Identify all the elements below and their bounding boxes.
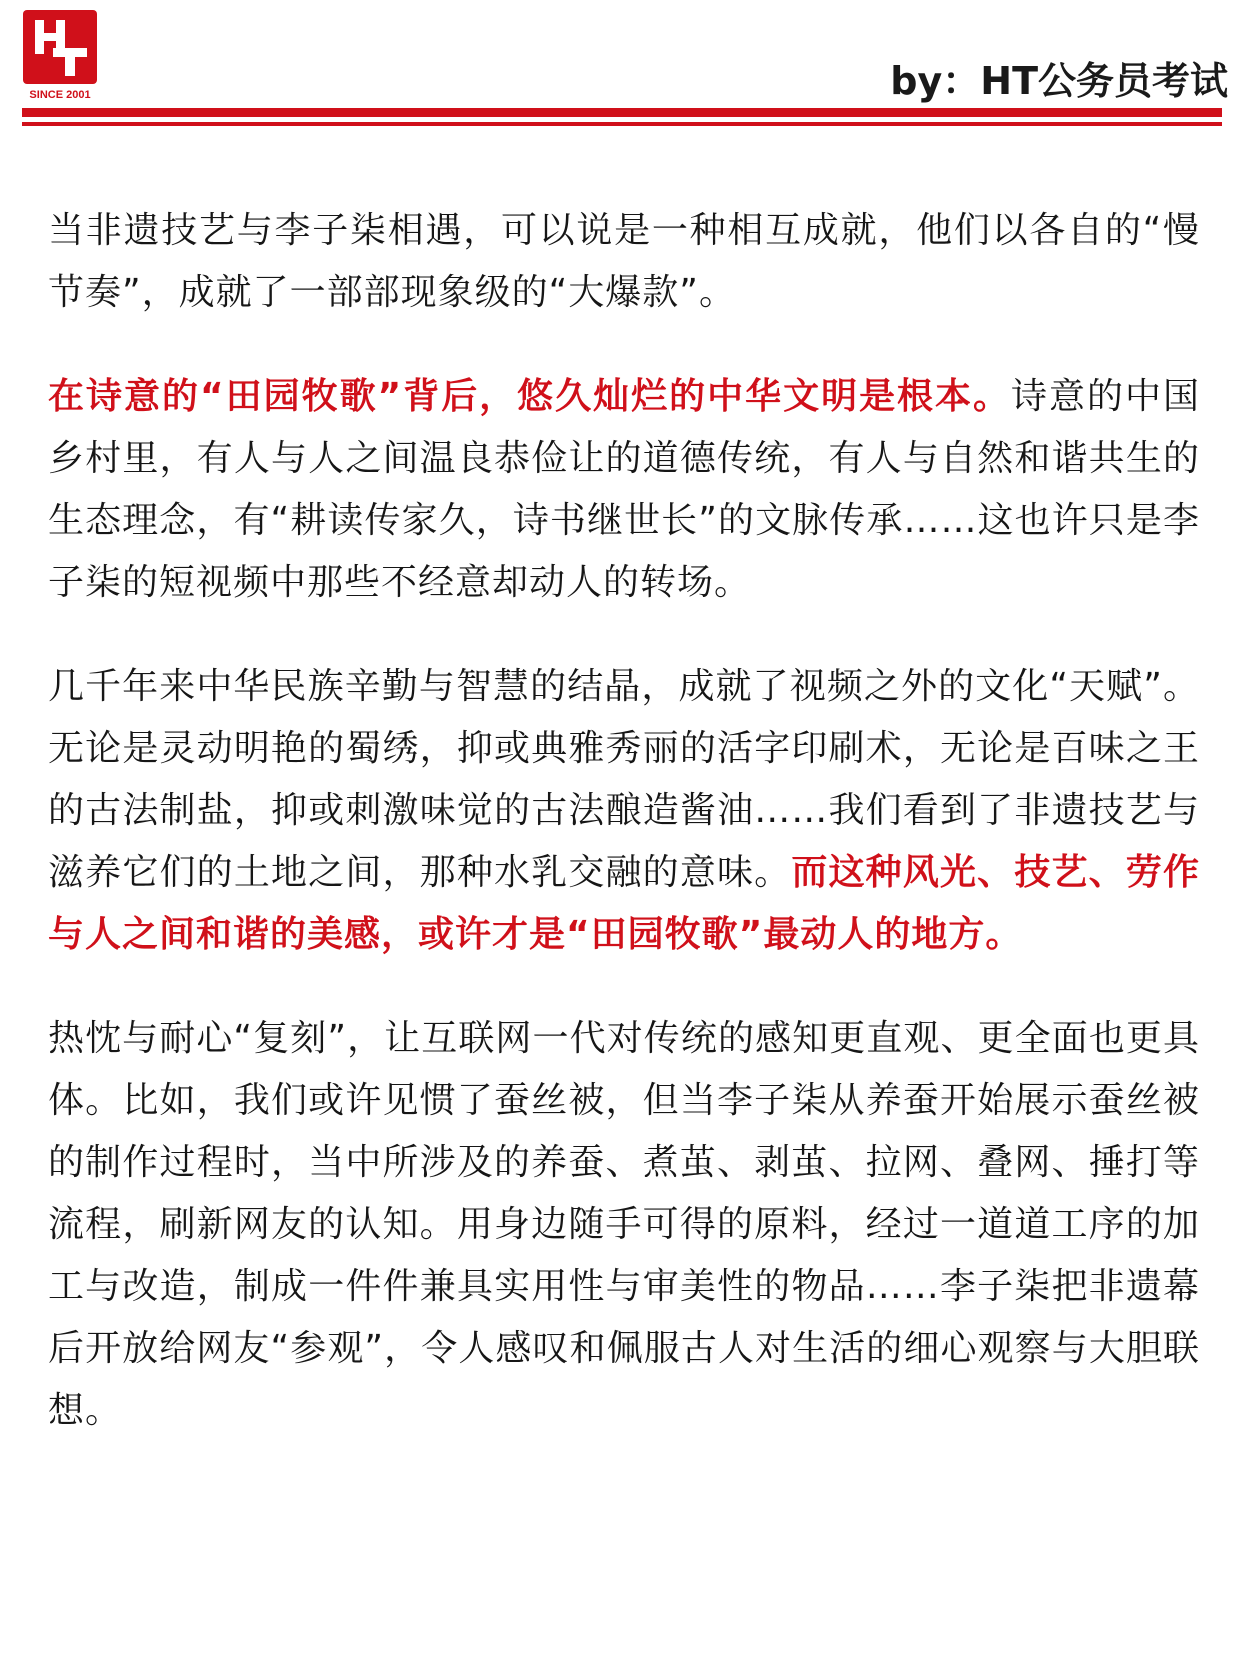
paragraph-text: 当非遗技艺与李子柒相遇，可以说是一种相互成就，他们以各自的“慢节奏”，成就了一部部现象级的“大爆款”。 (48, 210, 1200, 313)
page-header (0, 0, 1242, 140)
highlight-text: 在诗意的“田园牧歌”背后，悠久灿烂的中华文明是根本。 (48, 376, 1012, 417)
highlight-text: 而这种风光、技艺、劳作与人之间和谐的美感，或许才是“田园牧歌”最动人的地方。 (48, 852, 1200, 955)
paragraph (48, 1008, 1200, 1442)
paragraph-text: 诗意的中国乡村里，有人与人之间温良恭俭让的道德传统，有人与自然和谐共生的生态理念，有“耕读传家久，诗书继世长”的文脉传承……这也许只是李子柒的短视频中那些不经意却动人的转场。 (48, 376, 1200, 603)
header-divider-thick (22, 108, 1222, 117)
paragraph (48, 200, 1200, 324)
byline: by：HT公务员考试 (890, 59, 1228, 103)
header-divider-thin (22, 122, 1222, 126)
paragraph-text: 热忱与耐心“复刻”，让互联网一代对传统的感知更直观、更全面也更具体。比如，我们或许见惯了蚕丝被，但当李子柒从养蚕开始展示蚕丝被的制作过程时，当中所涉及的养蚕、煮茧、剥茧、拉网、叠网、捶打等流程，刷新网友的认知。用身边随手可得的原料，经过一道道工序的加工与改造，制成一件件兼具实用性与审美性的物品……李子柒把非遗幕后开放给网友“参观”，令人感叹和佩服古人对生活的细心观察与大胆联想。 (48, 1018, 1200, 1431)
paragraph (48, 656, 1200, 966)
paragraph-text: 几千年来中华民族辛勤与智慧的结晶，成就了视频之外的文化“天赋”。无论是灵动明艳的蜀绣，抑或典雅秀丽的活字印刷术，无论是百味之王的古法制盐，抑或刺激味觉的古法酿造酱油……我们看到了非遗技艺与滋养它们的土地之间，那种水乳交融的意味。 (48, 666, 1200, 893)
article-body (48, 200, 1200, 1484)
paragraph (48, 366, 1200, 614)
logo-since-text: SINCE 2001 (29, 89, 91, 101)
